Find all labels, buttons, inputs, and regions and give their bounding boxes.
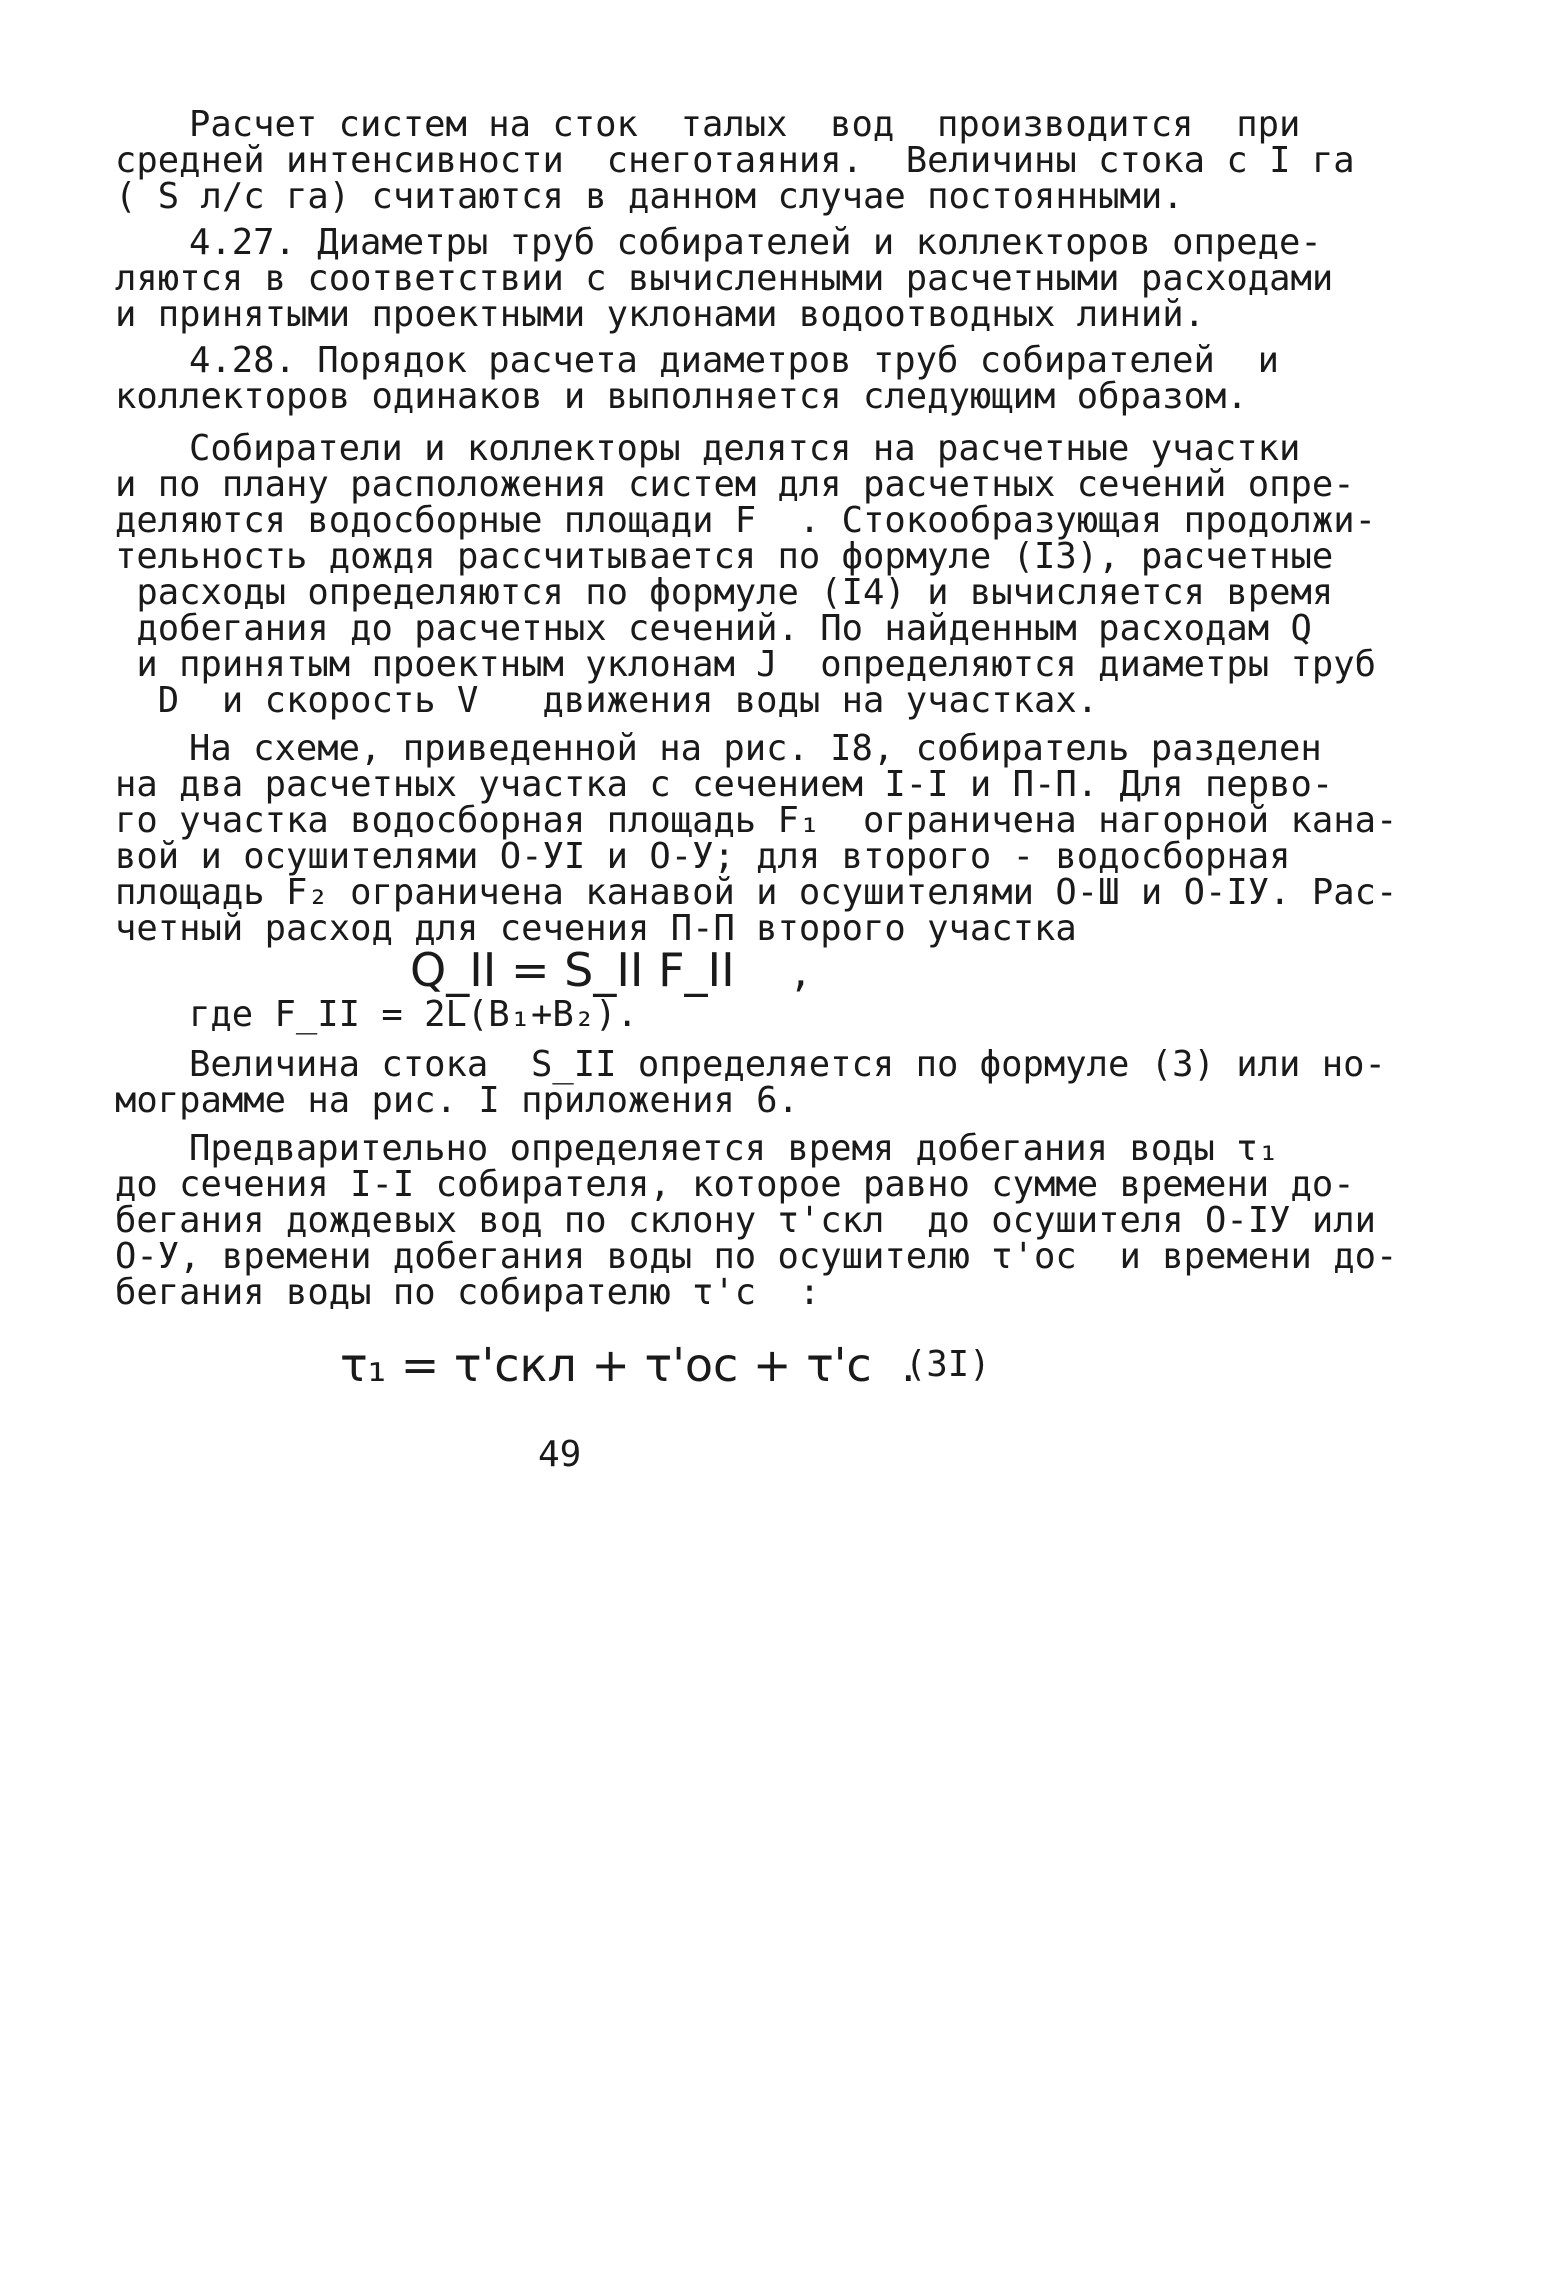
text-line: Собиратели и коллекторы делятся на расчетные участки [189,428,1301,469]
text-line: ( S л/с га) считаются в данном случае постоянными. [115,176,1184,217]
text-line: бегания воды по собирателю τ'с : [115,1272,821,1313]
text-line: мограмме на рис. I приложения 6. [115,1080,799,1121]
text-line: Расчет систем на сток талых вод производится при [189,104,1301,145]
text-line: го участка водосборная площадь F₁ ограничена нагорной кана- [115,800,1398,841]
text-line: коллекторов одинаков и выполняется следующим образом. [115,376,1248,417]
text-line: О-У, времени добегания воды по осушителю τ'ос и времени до- [115,1236,1398,1277]
formula-flow-rate: Q_II = S_II F_II , [410,943,808,997]
text-line: четный расход для сечения П-П второго участка [115,908,1077,949]
text-line: площадь F₂ ограничена канавой и осушителями О-Ш и О-IУ. Рас- [115,872,1398,913]
text-line: тельность дождя рассчитывается по формуле (I3), расчетные [115,536,1334,577]
text-line: и принятым проектным уклонам J определяются диаметры труб [115,644,1376,685]
text-line: D и скорость V движения воды на участках. [115,680,1099,721]
text-line: добегания до расчетных сечений. По найденным расходам Q [115,608,1312,649]
text-line: и по плану расположения систем для расчетных сечений опре- [115,464,1355,505]
equation-number: (3I) [905,1344,991,1385]
text-line: средней интенсивности снеготаяния. Величины стока с I га [115,140,1355,181]
text-line: 4.27. Диаметры труб собирателей и коллекторов опреде- [189,222,1322,263]
text-line: и принятыми проектными уклонами водоотводных линий. [115,294,1206,335]
text-line: 4.28. Порядок расчета диаметров труб собирателей и [189,340,1280,381]
text-line: ляются в соответствии с вычисленными расчетными расходами [115,258,1334,299]
text-line: расходы определяются по формуле (I4) и вычисляется время [115,572,1334,613]
text-line: Величина стока S_II определяется по формуле (3) или но- [189,1044,1386,1085]
text-line: бегания дождевых вод по склону τ'скл до осушителя О-IУ или [115,1200,1376,1241]
text-line: на два расчетных участка с сечением I-I и П-П. Для перво- [115,764,1334,805]
formula-where-line: где F_II = 2L(B₁+B₂). [189,994,638,1035]
text-line: до сечения I-I собирателя, которое равно сумме времени до- [115,1164,1355,1205]
text-line: На схеме, приведенной на рис. I8, собиратель разделен [189,728,1322,769]
text-line: вой и осушителями О-УI и О-У; для второго - водосборная [115,836,1291,877]
text-line: Предварительно определяется время добегания воды τ₁ [189,1128,1280,1169]
formula-travel-time: τ₁ = τ'скл + τ'ос + τ'с . [340,1338,916,1392]
page-number: 49 [538,1434,582,1475]
text-line: деляются водосборные площади F . Стокообразующая продолжи- [115,500,1376,541]
